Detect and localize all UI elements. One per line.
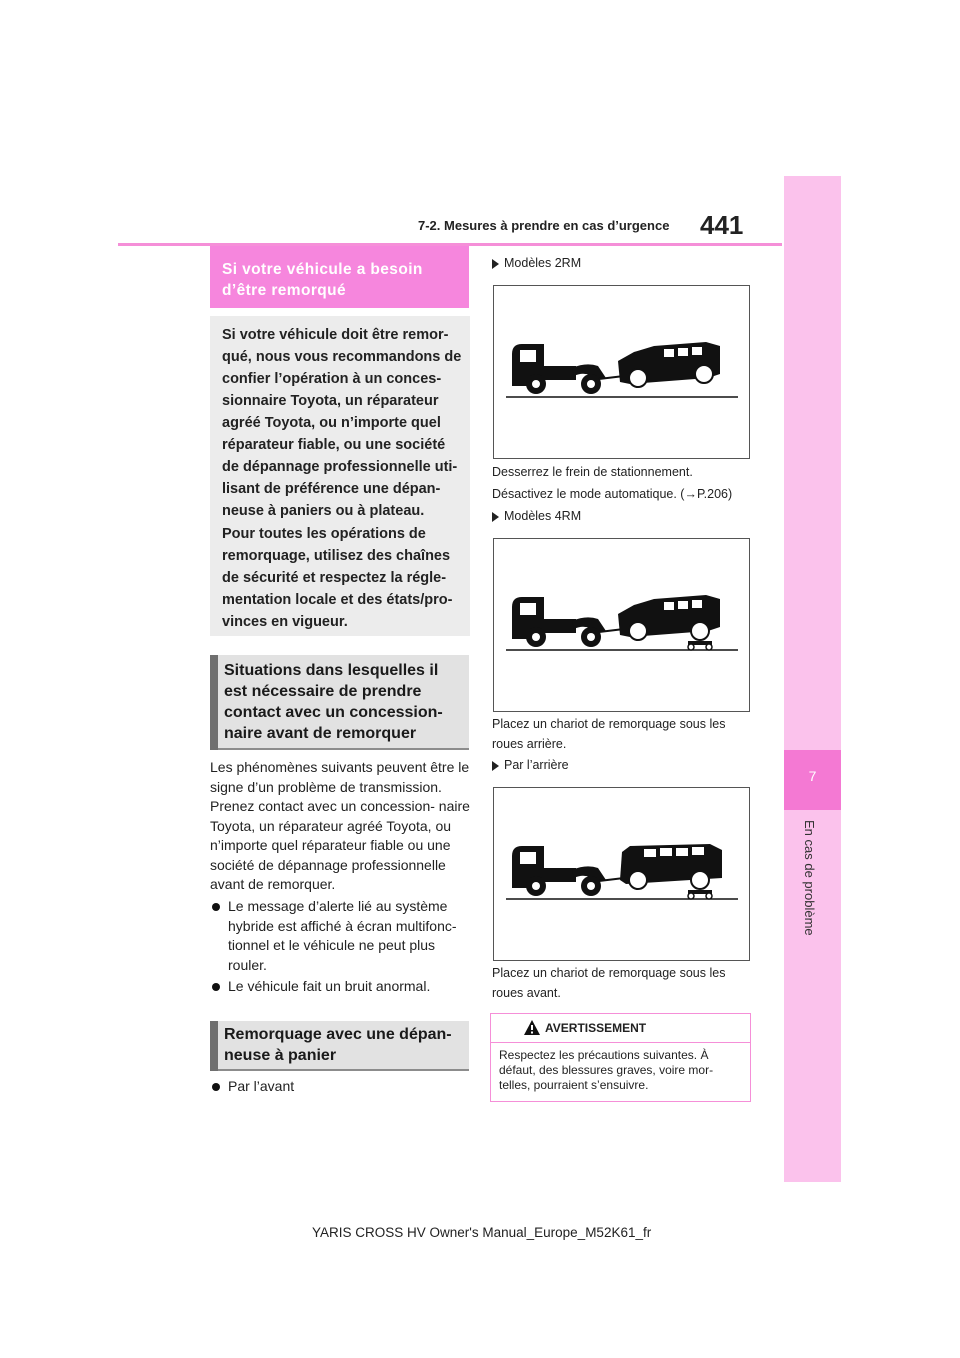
info-paragraph-2: Pour toutes les opérations de remorquage, utilisez des chaînes de sécurité et respectez la régle- mentation locale et des états/pro- vinces en vigueur. — [222, 526, 453, 630]
models-4wd-label — [492, 509, 581, 523]
warning-title: AVERTISSEMENT — [545, 1021, 647, 1035]
arrow-right-icon — [492, 259, 499, 269]
bullet-dot — [212, 1083, 220, 1091]
section-title: 7-2. Mesures à prendre en cas d’urgence — [418, 218, 670, 233]
warning-box — [490, 1013, 751, 1102]
situations-heading: Situations dans lesquelles il est nécessaire de prendre contact avec un concession- naire avant de remorquer — [224, 662, 443, 742]
arrow-right-icon — [492, 761, 499, 771]
label-text: Par l’arrière — [504, 758, 569, 772]
arrow-right-icon — [492, 512, 499, 522]
tow-figure-rear — [493, 787, 750, 961]
tow-figure-2wd — [493, 285, 750, 459]
page-number: 441 — [700, 210, 744, 240]
wheel-lift-heading-bar — [210, 1021, 218, 1071]
chapter-side-tab — [784, 176, 841, 1182]
warning-icon — [523, 1019, 541, 1036]
situations-heading-bar — [210, 655, 218, 750]
rear-label — [492, 758, 569, 772]
towing-heading: Si votre véhicule a besoin d’être remorqué — [222, 261, 423, 299]
warning-header — [491, 1014, 750, 1043]
wheel-lift-heading: Remorquage avec une dépan- neuse à panier — [224, 1026, 452, 1064]
bullet-text: Le véhicule fait un bruit anormal. — [228, 978, 431, 994]
chapter-title: En cas de problème — [802, 820, 817, 936]
bullet-dot — [212, 903, 220, 911]
tow-truck-illustration — [494, 286, 749, 458]
tow-figure-4wd — [493, 538, 750, 712]
note-rear: Placez un chariot de remorquage sous les roues avant. — [492, 966, 726, 1000]
tow-truck-rear-illustration — [494, 788, 749, 960]
label-text: Modèles 4RM — [504, 509, 582, 523]
bullet-text: Le message d’alerte lié au système hybride est affiché à écran multifonc- tionnel et le véhicule ne peut plus rouler. — [228, 898, 457, 973]
models-2wd-label — [492, 256, 581, 270]
chapter-title-vertical — [784, 820, 841, 990]
situations-bullet-2 — [212, 977, 470, 997]
footer-manual-id: YARIS CROSS HV Owner's Manual_Europe_M52K61_fr — [312, 1225, 652, 1240]
situations-bullet-1 — [212, 897, 470, 975]
wheel-lift-bullet — [212, 1077, 470, 1097]
note-2wd-line2: Désactivez le mode automatique. (→P.206) — [492, 487, 733, 501]
bullet-text: Par l’avant — [228, 1078, 295, 1094]
warning-body: Respectez les précautions suivantes. À défaut, des blessures graves, voire mor- telles, pourraient s’ensuivre. — [499, 1048, 714, 1092]
chapter-number: 7 — [808, 768, 817, 784]
note-2wd-line1: Desserrez le frein de stationnement. — [492, 465, 693, 479]
note-4wd: Placez un chariot de remorquage sous les roues arrière. — [492, 717, 726, 751]
info-paragraph-1: Si votre véhicule doit être remor- qué, nous vous recommandons de confier l’opération à un conces- sionnaire Toyota, un réparateur agréé Toyota, ou n’importe quel réparateur fiable, ou une société de dépannage professionnelle uti- lisant de préférence une dépan- neuse à paniers ou à plateau. — [222, 327, 462, 519]
situations-text: Les phénomènes suivants peuvent être le signe d’un problème de transmission. Prenez contact avec un concession- naire Toyota, un réparateur agréé Toyota, ou n’importe quel réparateur fiable ou une société de dépannage professionnelle avant de remorquer. — [210, 759, 470, 892]
tow-truck-dolly-illustration — [494, 539, 749, 711]
label-text: Modèles 2RM — [504, 256, 582, 270]
bullet-dot — [212, 983, 220, 991]
